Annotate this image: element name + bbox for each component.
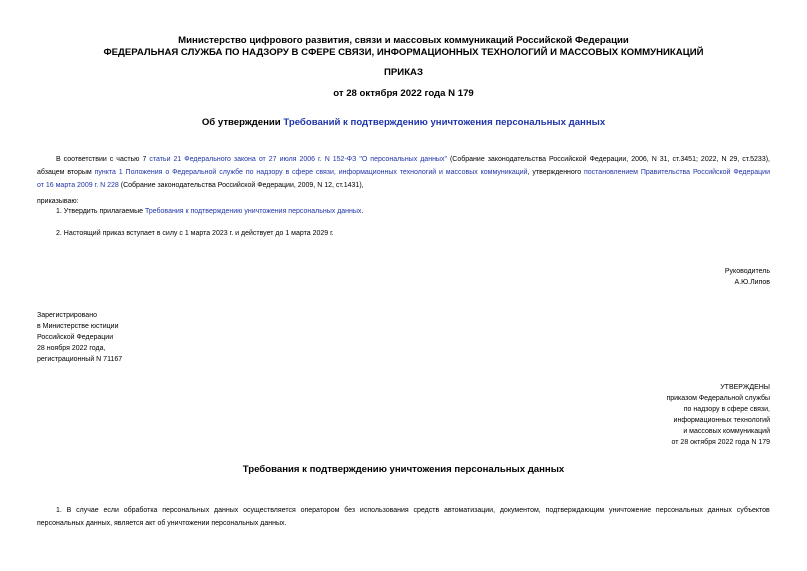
approval-line: приказом Федеральной службы <box>666 395 770 402</box>
order-intro: приказываю: <box>37 198 79 205</box>
approval-line: информационных технологий <box>673 417 770 424</box>
service-name: ФЕДЕРАЛЬНАЯ СЛУЖБА ПО НАДЗОРУ В СФЕРЕ СВЯЗИ, ИНФОРМАЦИОННЫХ ТЕХНОЛОГИЙ И МАССОВЫХ КОММУНИКАЦИЙ <box>103 47 704 58</box>
preamble-text: , утвержденного <box>527 169 584 176</box>
approval-line: и массовых коммуникаций <box>683 428 770 435</box>
registration-line: 28 ноября 2022 года, <box>37 345 106 352</box>
requirements-paragraph-1 <box>37 504 770 530</box>
word: уничтожение <box>609 507 652 514</box>
ministry-name: Министерство цифрового развития, связи и массовых коммуникаций Российской Федерации <box>178 35 629 46</box>
word: без <box>344 507 356 514</box>
word: 1. <box>56 507 62 514</box>
registration-block <box>37 310 122 365</box>
word: субъектов <box>736 507 770 514</box>
word: если <box>103 507 119 514</box>
doc-title <box>0 117 807 128</box>
preamble-text: (Собрание законодательства Российской Федерации, 2009, N 12, ст.1431), <box>118 182 364 189</box>
approval-block <box>666 382 770 448</box>
preamble <box>37 153 770 192</box>
word: оператором <box>300 507 340 514</box>
government-decree-link[interactable]: постановлением Правительства Российской Федерации <box>584 169 771 176</box>
order-item-2: 2. Настоящий приказ вступает в силу с 1 марта 2023 г. и действует до 1 марта 2029 г. <box>56 230 334 237</box>
requirements-link[interactable]: Требования к подтверждению уничтожения персональных данных <box>144 208 362 215</box>
word: использования <box>359 507 409 514</box>
word: В <box>66 507 72 514</box>
requirements-line-2: персональных данных, является акт об уничтожении персональных данных. <box>37 520 287 527</box>
word: данных <box>214 507 239 514</box>
doc-title-link[interactable]: Требований к подтверждению уничтожения персональных данных <box>283 117 606 128</box>
requirements-heading: Требования к подтверждению уничтожения персональных данных <box>242 464 565 475</box>
preamble-text: абзацем вторым <box>37 169 95 176</box>
registration-line: в Министерстве юстиции <box>37 323 119 330</box>
word: осуществляется <box>243 507 296 514</box>
preamble-text: (Собрание законодательства Российской Федерации, 2006, N 31, ст.3451; 2022, N 29, ст.5233), <box>446 156 770 163</box>
word: средств <box>413 507 440 514</box>
word: персональных <box>162 507 210 514</box>
word: данных <box>707 507 732 514</box>
word: обработка <box>123 507 158 514</box>
approval-line: по надзору в сфере связи, <box>683 406 770 413</box>
registration-line: регистрационный N 71167 <box>37 356 123 363</box>
word: персональных <box>655 507 703 514</box>
order-item-text: 1. Утвердить прилагаемые <box>56 208 145 215</box>
word: автоматизации, <box>444 507 496 514</box>
requirements-line-1 <box>37 504 770 517</box>
doc-type: ПРИКАЗ <box>384 67 423 78</box>
word: случае <box>76 507 99 514</box>
preamble-line-2 <box>37 166 770 179</box>
approval-line: от 28 октября 2022 года N 179 <box>671 439 770 446</box>
preamble-line-3 <box>37 179 770 192</box>
order-item-1 <box>56 206 363 217</box>
doc-date-number: от 28 октября 2022 года N 179 <box>333 88 474 99</box>
approval-line: УТВЕРЖДЕНЫ <box>720 384 770 391</box>
preamble-text: В соответствии с частью 7 <box>56 156 150 163</box>
signature-position: Руководитель <box>724 268 770 275</box>
law-152-link[interactable]: статьи 21 Федерального закона от 27 июля 2006 г. N 152-ФЗ "О персональных данных" <box>149 156 447 163</box>
order-item-text: . <box>361 208 364 215</box>
regulation-link[interactable]: пункта 1 Положения о Федеральной службе по надзору в сфере связи, информационных технологий и массовых коммуникаций <box>94 169 528 176</box>
preamble-line-1 <box>37 153 770 166</box>
registration-line: Российской Федерации <box>37 334 114 341</box>
word: документом, <box>499 507 541 514</box>
registration-line: Зарегистрировано <box>37 312 97 319</box>
signature-name: А.Ю.Липов <box>734 279 770 286</box>
decree-date-link[interactable]: от 16 марта 2009 г. N 228 <box>37 182 119 189</box>
word: подтверждающим <box>545 507 605 514</box>
doc-title-prefix: Об утверждении <box>201 117 284 128</box>
